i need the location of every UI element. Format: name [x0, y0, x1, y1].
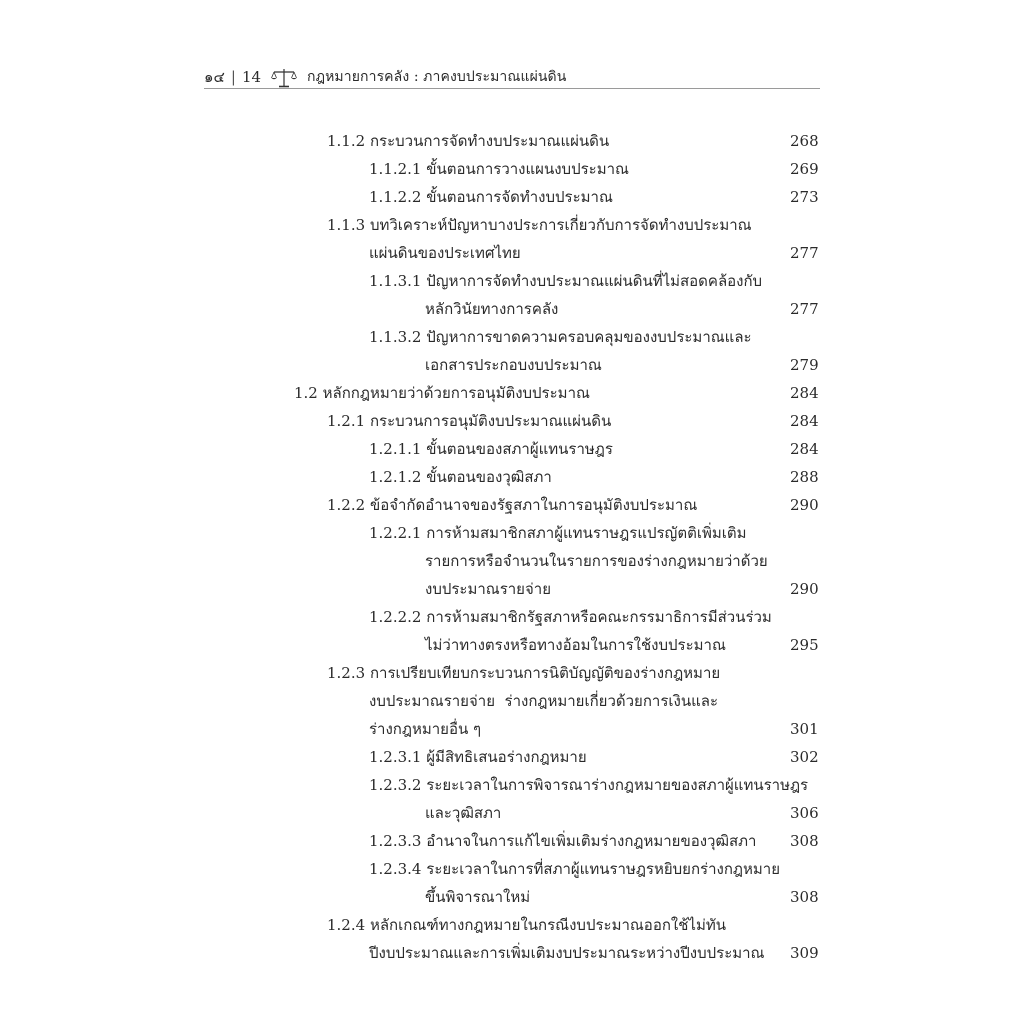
toc-number: 1.2.2.2: [369, 608, 422, 626]
toc-title: ขั้นตอนการจัดทำงบประมาณ: [426, 188, 613, 206]
toc-title: กระบวนการอนุมัติงบประมาณแผ่นดิน: [369, 412, 612, 430]
toc-number: 1.2.3.4: [369, 860, 422, 878]
toc-page: 279: [790, 356, 819, 374]
toc-entry: [327, 660, 720, 686]
toc-page: 290: [790, 496, 819, 514]
scales-of-justice-icon: [271, 68, 297, 88]
page-number: 14: [241, 68, 262, 86]
toc-title: ขั้นตอนของสภาผู้แทนราษฎร: [426, 440, 613, 458]
toc-entry: [369, 184, 613, 210]
toc-entry: [369, 744, 587, 770]
toc-page: 288: [790, 468, 819, 486]
toc-number: 1.1.3: [327, 216, 366, 234]
toc-number: 1.2.3: [327, 664, 366, 682]
toc-number: 1.2.4: [327, 916, 366, 934]
toc-title: กระบวนการจัดทำงบประมาณแผ่นดิน: [369, 132, 610, 150]
toc-title-continued: งบประมาณรายจ่าย: [425, 580, 551, 598]
toc-title: ผู้มีสิทธิเสนอร่างกฎหมาย: [426, 748, 587, 766]
toc-title-continued: แผ่นดินของประเทศไทย: [369, 244, 521, 262]
toc-title: ข้อจำกัดอำนาจของรัฐสภาในการอนุมัติงบประมาณ: [369, 496, 698, 514]
toc-title-continued: รายการหรือจำนวนในรายการของร่างกฎหมายว่าด้วย: [425, 552, 768, 570]
toc-title-continued: และวุฒิสภา: [425, 804, 502, 822]
toc-title: การเปรียบเทียบกระบวนการนิติบัญญัติของร่างกฎหมาย: [369, 664, 721, 682]
toc-entry: [369, 324, 752, 350]
toc-page: 273: [790, 188, 819, 206]
toc-title-continued: เอกสารประกอบงบประมาณ: [425, 356, 602, 374]
toc-title-continued: งบประมาณรายจ่าย ร่างกฎหมายเกี่ยวด้วยการเงินและ: [369, 692, 719, 710]
toc-number: 1.2.3.3: [369, 832, 422, 850]
toc-number: 1.1.2.1: [369, 160, 422, 178]
toc-entry: [327, 492, 697, 518]
toc-entry: [369, 772, 808, 798]
toc-page: 284: [790, 440, 819, 458]
toc-number: 1.1.3.2: [369, 328, 422, 346]
page-number-thai: ๑๔: [204, 68, 225, 86]
toc-title-continued: ไม่ว่าทางตรงหรือทางอ้อมในการใช้งบประมาณ: [425, 636, 726, 654]
toc-page: 302: [790, 748, 819, 766]
toc-entry: [369, 520, 746, 546]
toc-page: 284: [790, 412, 819, 430]
toc-title: การห้ามสมาชิกสภาผู้แทนราษฎรแปรญัตติเพิ่มเติม: [426, 524, 747, 542]
toc-number: 1.2.3.2: [369, 776, 422, 794]
toc-title: การห้ามสมาชิกรัฐสภาหรือคณะกรรมาธิการมีส่วนร่วม: [426, 608, 772, 626]
toc-title: หลักเกณฑ์ทางกฎหมายในกรณีงบประมาณออกใช้ไม่ทัน: [369, 916, 726, 934]
toc-title: ขั้นตอนของวุฒิสภา: [426, 468, 552, 486]
toc-number: 1.2.2: [327, 496, 366, 514]
toc-entry: [369, 268, 762, 294]
toc-title: ระยะเวลาในการพิจารณาร่างกฎหมายของสภาผู้แทนราษฎร: [426, 776, 809, 794]
toc-number: 1.1.2.2: [369, 188, 422, 206]
toc-title: ระยะเวลาในการที่สภาผู้แทนราษฎรหยิบยกร่างกฎหมาย: [426, 860, 780, 878]
toc-number: 1.2.1.1: [369, 440, 422, 458]
toc-title: หลักกฎหมายว่าด้วยการอนุมัติงบประมาณ: [322, 384, 590, 402]
toc-title-continued: ปีงบประมาณและการเพิ่มเติมงบประมาณระหว่างปีงบประมาณ: [369, 944, 765, 962]
toc-title: ปัญหาการขาดความครอบคลุมของงบประมาณและ: [426, 328, 752, 346]
toc-title-continued: หลักวินัยทางการคลัง: [425, 300, 559, 318]
book-title: กฎหมายการคลัง : ภาคงบประมาณแผ่นดิน: [307, 69, 567, 85]
toc-entry: [369, 856, 780, 882]
toc-entry: [369, 464, 552, 490]
toc-page: 284: [790, 384, 819, 402]
toc-title-continued: ขึ้นพิจารณาใหม่: [425, 888, 531, 906]
toc-page: 301: [790, 720, 819, 738]
toc-title-continued: ร่างกฎหมายอื่น ๆ: [369, 720, 482, 738]
toc-page: 295: [790, 636, 819, 654]
toc-title: ขั้นตอนการวางแผนงบประมาณ: [426, 160, 629, 178]
toc-page: 308: [790, 888, 819, 906]
toc-entry: [369, 604, 772, 630]
toc-number: 1.2.1: [327, 412, 366, 430]
toc-entry: [327, 128, 609, 154]
toc-number: 1.2: [294, 384, 318, 402]
toc-title: บทวิเคราะห์ปัญหาบางประการเกี่ยวกับการจัดทำงบประมาณ: [369, 216, 752, 234]
toc-number: 1.2.3.1: [369, 748, 422, 766]
toc-number: 1.1.3.1: [369, 272, 422, 290]
toc-entry: [327, 212, 752, 238]
toc-entry: [369, 156, 629, 182]
toc-page: 290: [790, 580, 819, 598]
toc-page: 268: [790, 132, 819, 150]
toc-entry: [294, 380, 590, 406]
running-header: [204, 66, 820, 89]
toc-page: 308: [790, 832, 819, 850]
toc-page: 309: [790, 944, 819, 962]
toc-title: อำนาจในการแก้ไขเพิ่มเติมร่างกฎหมายของวุฒิสภา: [426, 832, 757, 850]
toc-page: 269: [790, 160, 819, 178]
toc-page: 277: [790, 300, 819, 318]
toc-title: ปัญหาการจัดทำงบประมาณแผ่นดินที่ไม่สอดคล้องกับ: [426, 272, 763, 290]
toc-number: 1.2.1.2: [369, 468, 422, 486]
toc-number: 1.1.2: [327, 132, 366, 150]
toc-number: 1.2.2.1: [369, 524, 422, 542]
toc-entry: [327, 408, 611, 434]
toc-page: 306: [790, 804, 819, 822]
toc-entry: [369, 828, 756, 854]
header-separator: |: [230, 68, 236, 86]
toc-entry: [327, 912, 726, 938]
toc-entry: [369, 436, 613, 462]
toc-page: 277: [790, 244, 819, 262]
